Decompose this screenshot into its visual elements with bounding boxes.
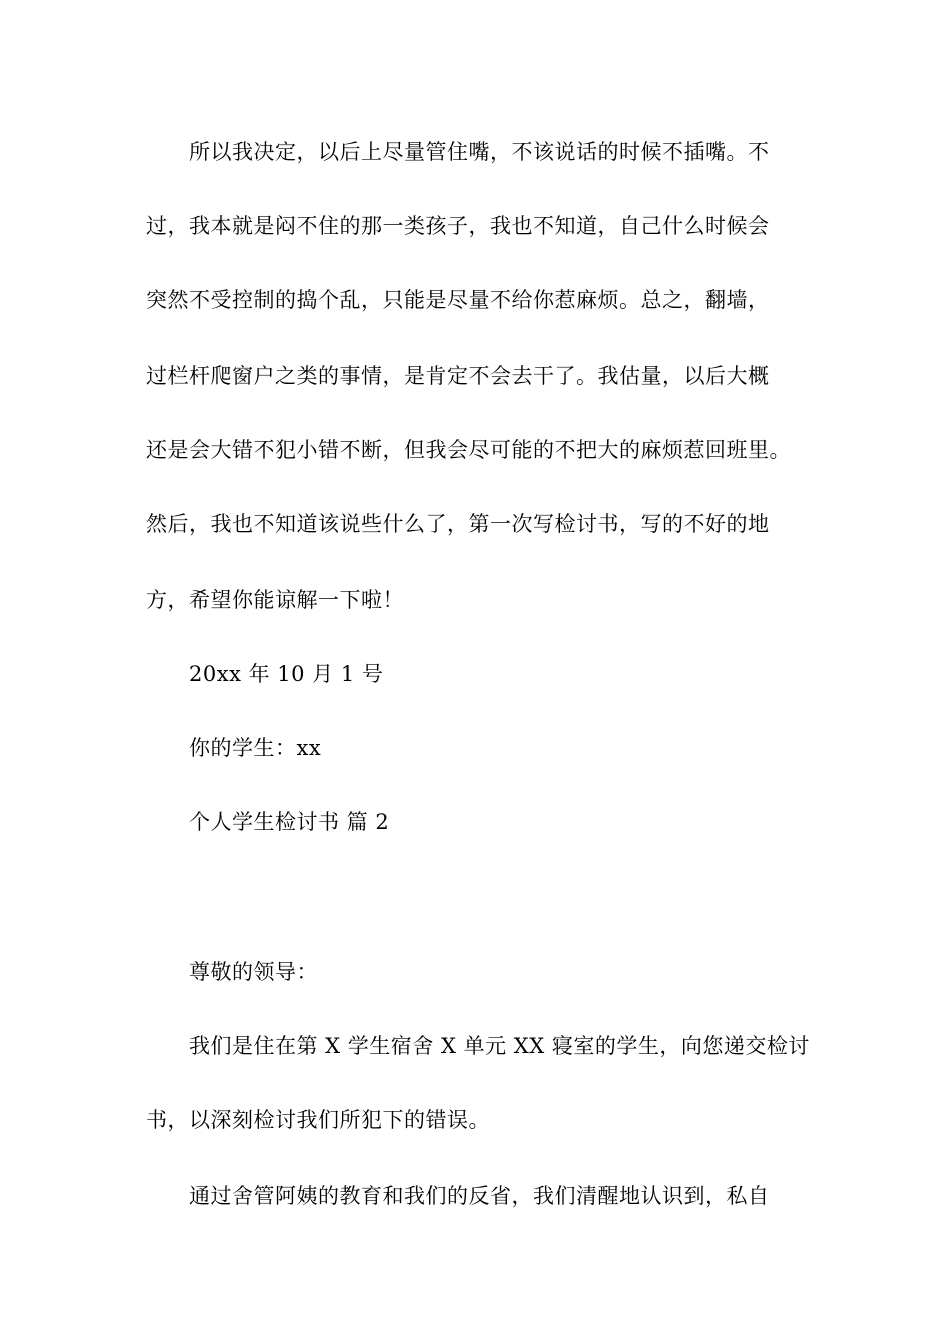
paragraph-line: 书，以深刻检讨我们所犯下的错误。	[146, 1108, 490, 1132]
paragraph-line: 过栏杆爬窗户之类的事情，是肯定不会去干了。我估量，以后大概	[146, 364, 770, 388]
section-title: 个人学生检讨书 篇 2	[189, 810, 390, 834]
letter-signature: 你的学生：xx	[189, 736, 322, 760]
paragraph-line: 所以我决定，以后上尽量管住嘴，不该说话的时候不插嘴。不	[189, 140, 770, 164]
paragraph-line: 还是会大错不犯小错不断，但我会尽可能的不把大的麻烦惹回班里。	[146, 438, 791, 462]
letter-date: 20xx 年 10 月 1 号	[189, 662, 384, 686]
paragraph-line: 过，我本就是闷不住的那一类孩子，我也不知道，自己什么时候会	[146, 214, 770, 238]
paragraph-line: 通过舍管阿姨的教育和我们的反省，我们清醒地认识到，私自	[189, 1184, 770, 1208]
paragraph-line: 方，希望你能谅解一下啦！	[146, 588, 404, 612]
paragraph-line: 我们是住在第 X 学生宿舍 X 单元 XX 寝室的学生，向您递交检讨	[189, 1034, 810, 1058]
paragraph-line: 突然不受控制的捣个乱，只能是尽量不给你惹麻烦。总之，翻墙，	[146, 288, 770, 312]
letter-salutation: 尊敬的领导：	[189, 960, 318, 984]
paragraph-line: 然后，我也不知道该说些什么了，第一次写检讨书，写的不好的地	[146, 512, 770, 536]
